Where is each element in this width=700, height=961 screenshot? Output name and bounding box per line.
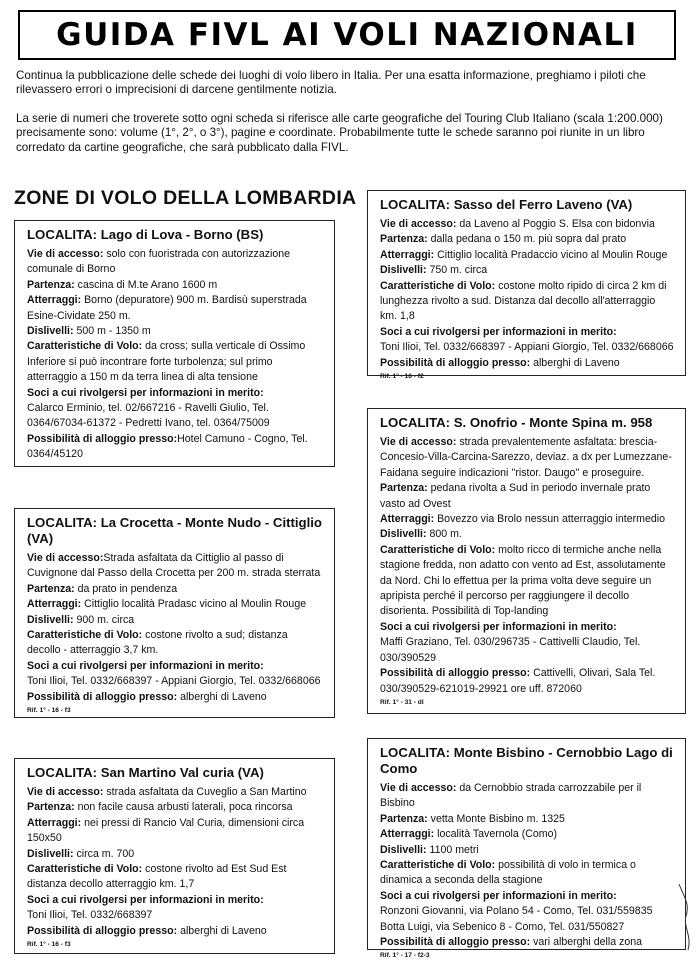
features-label: Caratteristiche di Volo: bbox=[27, 340, 143, 353]
landing-value: Cittiglio località Pradasc vicino al Moulin Rouge bbox=[84, 598, 307, 611]
contacts-row: Toni Ilioi, Tel. 0332/668397 bbox=[27, 909, 153, 922]
launch-row bbox=[380, 812, 675, 827]
landing-row bbox=[380, 512, 675, 527]
launch-value: vetta Monte Bisbino m. 1325 bbox=[430, 812, 565, 825]
features-row bbox=[27, 862, 324, 893]
site-name: S. Onofrio - Monte Spina m. 958 bbox=[453, 415, 653, 430]
elevation-value: 750 m. circa bbox=[429, 264, 488, 277]
landing-label: Atterraggi: bbox=[27, 598, 82, 611]
contacts-label: Soci a cui rivolgersi per informazioni in merito: bbox=[380, 325, 617, 338]
features-row bbox=[27, 339, 324, 385]
localita-label: LOCALITA: bbox=[380, 745, 451, 760]
site-name: Monte Bisbino - Cernobbio Lago di Como bbox=[380, 745, 673, 776]
contacts-label: Soci a cui rivolgersi per informazioni in merito: bbox=[380, 889, 617, 902]
card-heading bbox=[27, 515, 324, 547]
launch-label: Partenza: bbox=[380, 812, 428, 825]
lodging-value: alberghi di Laveno bbox=[533, 356, 620, 369]
launch-row bbox=[27, 800, 324, 815]
card-heading bbox=[380, 745, 675, 777]
access-label: Vie di accesso: bbox=[380, 436, 457, 448]
elevation-label: Dislivelli: bbox=[27, 613, 74, 626]
elevation-label: Dislivelli: bbox=[27, 847, 74, 860]
landing-label: Atterraggi: bbox=[380, 248, 435, 261]
lodging-row bbox=[27, 690, 324, 705]
features-value: costone rivolto a sud; distanza decollo - atterraggio 3,7 km. bbox=[27, 629, 288, 657]
launch-label: Partenza: bbox=[380, 233, 428, 246]
contacts-label: Soci a cui rivolgersi per informazioni in merito: bbox=[27, 893, 264, 906]
contacts-label-row bbox=[380, 325, 675, 340]
landing-row bbox=[27, 816, 324, 847]
contacts-label-row bbox=[27, 893, 324, 908]
contacts-label-row bbox=[380, 889, 675, 904]
landing-row bbox=[380, 248, 675, 263]
map-reference: Rif. 1° - 16 - f3 bbox=[27, 707, 71, 715]
lodging-row bbox=[380, 666, 675, 697]
launch-label: Partenza: bbox=[27, 582, 75, 595]
features-value: costone rivolto ad Est Sud Est distanza decollo atterraggio km. 1,7 bbox=[27, 863, 287, 891]
pen-scribble-mark bbox=[676, 882, 696, 952]
access-label: Vie di accesso: bbox=[380, 782, 457, 794]
localita-label: LOCALITA: bbox=[27, 765, 98, 780]
landing-label: Atterraggi: bbox=[27, 294, 82, 307]
contacts-row: Maffi Graziano, Tel. 030/296735 - Cattivelli Claudio, Tel. 030/390529 bbox=[380, 636, 641, 664]
features-label: Caratteristiche di Volo: bbox=[380, 859, 496, 872]
card-heading bbox=[27, 227, 324, 243]
lodging-value: alberghi di Laveno bbox=[180, 690, 267, 703]
launch-value: dalla pedana o 150 m. più sopra dal prato bbox=[430, 233, 627, 246]
landing-label: Atterraggi: bbox=[27, 816, 82, 829]
landing-label: Atterraggi: bbox=[380, 828, 435, 841]
lodging-value: vari alberghi della zona bbox=[533, 936, 643, 949]
lodging-label: Possibilità di alloggio presso: bbox=[380, 936, 531, 949]
features-row bbox=[380, 543, 675, 620]
access-row bbox=[380, 217, 675, 232]
elevation-row bbox=[380, 263, 675, 278]
lodging-row bbox=[27, 924, 324, 939]
contacts-label-row bbox=[27, 386, 324, 401]
site-card-crocetta bbox=[14, 508, 335, 718]
launch-value: pedana rivolta a Sud in periodo invernale prato vasto ad Ovest bbox=[380, 482, 651, 510]
access-value: Strada asfaltata da Cittiglio al passo di Cuvignone dal Passo della Crocetta per 200 m. strada sterrata bbox=[27, 552, 321, 580]
access-label: Vie di accesso: bbox=[27, 552, 104, 564]
lodging-row bbox=[380, 935, 675, 950]
page-title: GUIDA FIVL AI VOLI NAZIONALI bbox=[56, 17, 638, 53]
features-value: molto ricco di termiche anche nella stagione fredda, non adatto con vento ad Est, assolutamente da Nord. Chi lo effettua per la prima volta deve seguire un apripista perché il percorso per raggiungere il decollo disorienta. Possibilità di Top-landing bbox=[380, 543, 666, 618]
launch-value: da prato in pendenza bbox=[77, 582, 178, 595]
access-row bbox=[380, 435, 675, 481]
elevation-value: 900 m. circa bbox=[76, 613, 135, 626]
elevation-value: 1100 metri bbox=[429, 843, 479, 856]
landing-value: Cittiglio località Pradaccio vicino al Moulin Rouge bbox=[437, 248, 668, 261]
elevation-label: Dislivelli: bbox=[380, 843, 427, 856]
elevation-row bbox=[380, 843, 675, 858]
elevation-label: Dislivelli: bbox=[27, 325, 74, 338]
map-reference: Rif. 1° - 17 - f2-3 bbox=[380, 952, 430, 960]
lodging-label: Possibilità di alloggio presso: bbox=[380, 667, 531, 680]
site-card-s-onofrio bbox=[367, 408, 686, 714]
access-label: Vie di accesso: bbox=[27, 248, 104, 260]
launch-label: Partenza: bbox=[27, 801, 75, 814]
launch-row bbox=[27, 278, 324, 293]
localita-label: LOCALITA: bbox=[27, 515, 98, 530]
site-name: Sasso del Ferro Laveno (VA) bbox=[453, 197, 633, 212]
map-reference: Rif. 1° - 16 - f3 bbox=[27, 941, 71, 949]
contacts-label: Soci a cui rivolgersi per informazioni in merito: bbox=[380, 620, 617, 633]
landing-row bbox=[27, 293, 324, 324]
features-row bbox=[27, 628, 324, 659]
intro-paragraph-2: La serie di numeri che troverete sotto ogni scheda si riferisce alle carte geografiche del Touring Club Italiano (scala 1:200.000) precisamente sono: volume (1°, 2°, o 3°), pagine e coordinate. Probabilmente tutte le schede saranno poi riunite in un libro corredato da cartine geografiche, che sarà pubblicato dalla FIVL. bbox=[16, 112, 663, 154]
lodging-label: Possibilità di alloggio presso: bbox=[380, 356, 531, 369]
contacts-label-row bbox=[27, 659, 324, 674]
lodging-value: Hotel Camuno - Cogno, Tel. 0364/45120 bbox=[27, 432, 308, 461]
card-heading bbox=[380, 197, 675, 213]
features-value: possibilità di volo in termica o dinamica a seconda della stagione bbox=[380, 859, 636, 887]
access-row bbox=[27, 785, 324, 800]
contacts-row: Toni Ilioi, Tel. 0332/668397 - Appiani Giorgio, Tel. 0332/668066 bbox=[27, 675, 321, 688]
elevation-row bbox=[27, 847, 324, 862]
elevation-label: Dislivelli: bbox=[380, 264, 427, 277]
lodging-label: Possibilità di alloggio presso: bbox=[27, 924, 178, 937]
landing-row bbox=[27, 597, 324, 612]
launch-row bbox=[27, 582, 324, 597]
features-label: Caratteristiche di Volo: bbox=[27, 629, 143, 642]
site-card-lova-borno bbox=[14, 220, 335, 467]
landing-label: Atterraggi: bbox=[380, 513, 435, 526]
lodging-value: alberghi di Laveno bbox=[180, 924, 267, 937]
site-card-monte-bisbino bbox=[367, 738, 686, 960]
section-title: ZONE DI VOLO DELLA LOMBARDIA bbox=[14, 187, 357, 209]
features-value: da cross; sulla verticale di Ossimo Inferiore si può incontrare forte turbolenza; sul primo atterraggio a 150 m da terra linea di alta tensione bbox=[27, 340, 306, 384]
elevation-label: Dislivelli: bbox=[380, 528, 427, 541]
contacts-row: Toni Ilioi, Tel. 0332/668397 - Appiani Giorgio, Tel. 0332/668066 bbox=[380, 341, 674, 354]
lodging-row bbox=[27, 432, 324, 463]
landing-value: località Tavernola (Como) bbox=[437, 828, 558, 841]
card-heading bbox=[27, 765, 324, 781]
features-label: Caratteristiche di Volo: bbox=[380, 543, 496, 556]
features-row bbox=[380, 858, 675, 889]
access-value: da Cernobbio strada carrozzabile per il Bisbino bbox=[380, 782, 642, 810]
elevation-row bbox=[27, 613, 324, 628]
features-row bbox=[380, 279, 675, 325]
access-value: solo con fuoristrada con autorizzazione comunale di Borno bbox=[27, 248, 291, 276]
site-card-san-martino bbox=[14, 758, 335, 954]
access-value: da Laveno al Poggio S. Elsa con bidonvia bbox=[459, 218, 655, 230]
elevation-row bbox=[380, 527, 675, 542]
contacts-row: Calarco Erminio, tel. 02/667216 - Ravelli Giulio, Tel. 0364/67034-61372 - Pedretti Ivano, tel. 0364/75009 bbox=[27, 402, 270, 430]
contacts-label: Soci a cui rivolgersi per informazioni in merito: bbox=[27, 659, 264, 672]
launch-label: Partenza: bbox=[27, 278, 75, 291]
landing-value: Borno (depuratore) 900 m. Bardisù superstrada Esine-Cividate 250 m. bbox=[27, 294, 307, 322]
launch-value: non facile causa arbusti laterali, poca rincorsa bbox=[77, 801, 293, 814]
launch-row bbox=[380, 232, 675, 247]
map-reference: Rif. 1° - 31 - dl bbox=[380, 698, 424, 706]
site-name: San Martino Val curia (VA) bbox=[100, 765, 264, 780]
access-value: strada asfaltata da Cuveglio a San Martino bbox=[106, 786, 307, 798]
contacts-label: Soci a cui rivolgersi per informazioni in merito: bbox=[27, 386, 264, 399]
landing-row bbox=[380, 827, 675, 842]
title-box bbox=[18, 10, 676, 60]
elevation-value: 800 m. bbox=[429, 528, 462, 541]
site-card-sasso-del-ferro bbox=[367, 190, 686, 381]
localita-label: LOCALITA: bbox=[27, 227, 98, 242]
intro-paragraph-1: Continua la pubblicazione delle schede dei luoghi di volo libero in Italia. Per una esatta informazione, preghiamo i piloti che rilevassero errori o imprecisioni di darcene gentilmente notizia. bbox=[16, 69, 646, 97]
lodging-value: Cattivelli, Olivari, Sala Tel. 030/390529-621019-29921 ore uff. 872060 bbox=[380, 667, 656, 695]
access-value: strada prevalentemente asfaltata: brescia-Concesio-Villa-Carcina-Sarezzo, deviaz. a dx per Lumezzane-Faidana seguire indicazioni ''ristor. Daugo'' e proseguire. bbox=[380, 436, 672, 479]
access-row bbox=[27, 247, 324, 278]
lodging-label: Possibilità di alloggio presso: bbox=[27, 432, 178, 445]
elevation-row bbox=[27, 324, 324, 339]
access-row bbox=[380, 781, 675, 812]
site-name: La Crocetta - Monte Nudo - Cittiglio (VA) bbox=[27, 515, 322, 546]
lodging-row bbox=[380, 356, 675, 371]
contacts-label-row bbox=[380, 620, 675, 635]
elevation-value: 500 m - 1350 m bbox=[76, 325, 151, 338]
access-row bbox=[27, 551, 324, 582]
features-value: costone molto ripido di circa 2 km di lunghezza rivolto a sud. Distanza dal decollo all'atterraggio km. 1,8 bbox=[380, 279, 667, 323]
landing-value: nei pressi di Rancio Val Curia, dimensioni circa 150x50 bbox=[27, 816, 305, 845]
map-reference: Rif. 1° - 16 - f2 bbox=[380, 373, 424, 381]
contacts-row: Ronzoni Giovanni, via Polano 54 - Como, Tel. 031/559835 Botta Luigi, via Sebenico 8 - Como, Tel. 031/550827 bbox=[380, 905, 653, 933]
launch-value: cascina di M.te Arano 1600 m bbox=[77, 278, 218, 291]
landing-value: Bovezzo via Brolo nessun atterraggio intermedio bbox=[437, 513, 665, 526]
elevation-value: circa m. 700 bbox=[76, 847, 135, 860]
card-heading bbox=[380, 415, 675, 431]
lodging-label: Possibilità di alloggio presso: bbox=[27, 690, 178, 703]
localita-label: LOCALITA: bbox=[380, 197, 451, 212]
localita-label: LOCALITA: bbox=[380, 415, 451, 430]
access-label: Vie di accesso: bbox=[27, 786, 104, 798]
features-label: Caratteristiche di Volo: bbox=[380, 279, 496, 292]
features-label: Caratteristiche di Volo: bbox=[27, 863, 143, 876]
access-label: Vie di accesso: bbox=[380, 218, 457, 230]
site-name: Lago di Lova - Borno (BS) bbox=[100, 227, 264, 242]
launch-row bbox=[380, 481, 675, 512]
launch-label: Partenza: bbox=[380, 482, 428, 495]
